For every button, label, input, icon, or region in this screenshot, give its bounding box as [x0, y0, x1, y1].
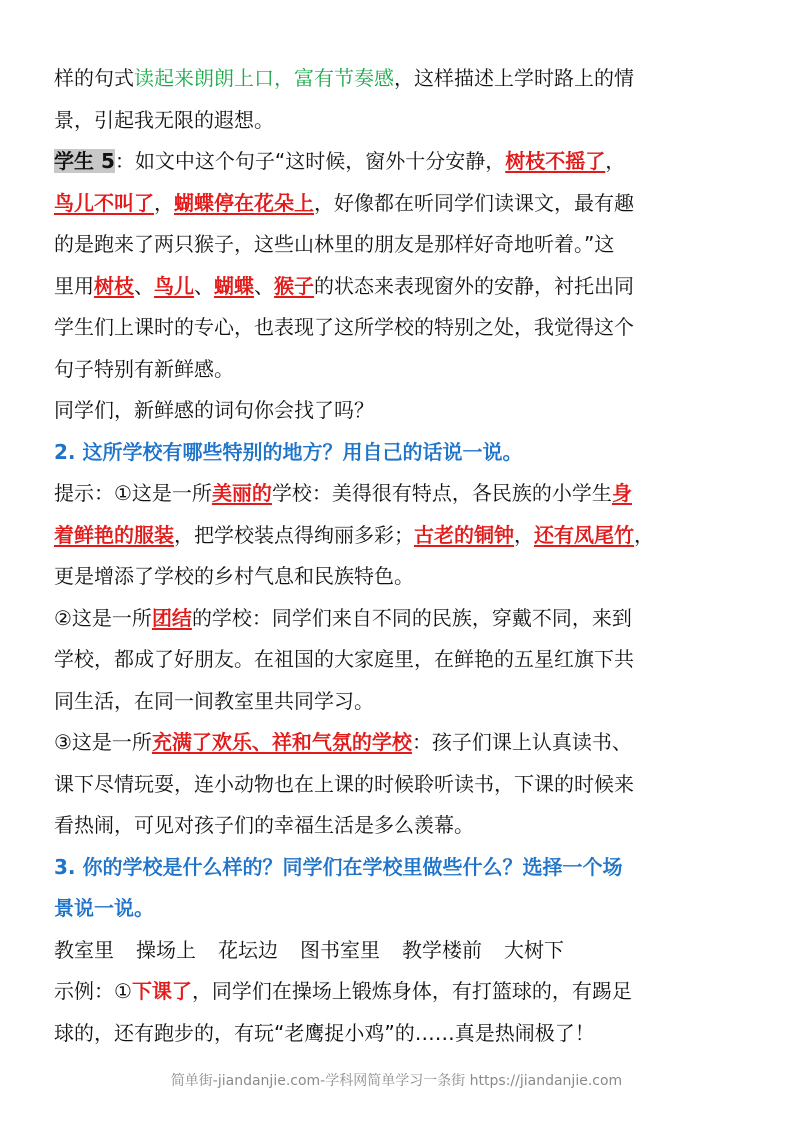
scene-option: 图书室里: [300, 937, 380, 962]
scene-option: 教室里: [54, 937, 114, 962]
key-phrase: 蝴蝶停在花朵上: [174, 190, 314, 215]
question-heading: 景说一说。: [54, 896, 154, 920]
scene-option: 花坛边: [218, 937, 278, 962]
text-line: [54, 183, 744, 225]
text: ：孩子们课上认真读书、: [411, 730, 632, 754]
key-word: 树枝: [94, 273, 134, 298]
scene-options: [54, 930, 744, 972]
key-phrase: 还有凤尾竹: [534, 522, 634, 547]
text: ③这是一所: [54, 730, 152, 754]
text-line: 更是增添了学校的乡村气息和民族特色。: [54, 564, 414, 588]
text-line: 同生活，在同一间教室里共同学习。: [54, 688, 374, 713]
text: ，同学们在操场上锻炼身体，有打篮球的，有踢足: [191, 979, 632, 1003]
text-line: 学生们上课时的专心，也表现了这所学校的特别之处，我觉得这个: [54, 315, 634, 339]
text: ，: [605, 149, 626, 173]
text-line: 景，引起我无限的遐想。: [54, 107, 274, 132]
text: 的状态来表现窗外的安静，衬托出同: [314, 273, 634, 298]
scene-option: 操场上: [136, 937, 196, 962]
text: ②这是一所: [54, 605, 152, 630]
document-body: [54, 58, 744, 1054]
scene-option: 教学楼前: [402, 937, 482, 962]
text: 、: [134, 273, 154, 298]
text-line: 课下尽情玩耍，连小动物也在上课的时候聆听读书，下课的时候来: [54, 771, 634, 796]
question-heading: 2. 这所学校有哪些特别的地方？用自己的话说一说。: [54, 439, 523, 464]
student-label: 学生 5: [54, 149, 115, 173]
key-phrase: 身: [611, 481, 632, 505]
text: ，把学校装点得绚丽多彩；: [174, 522, 414, 547]
key-phrase: 下课了: [131, 979, 192, 1003]
text-line: 学校，都成了好朋友。在祖国的大家庭里，在鲜艳的五星红旗下共: [54, 647, 634, 671]
key-phrase: 充满了欢乐、祥和气氛的学校: [151, 730, 412, 754]
text-line: [54, 515, 744, 557]
text: 样的句式: [54, 66, 134, 90]
text-line: 同学们，新鲜感的词句你会找了吗？: [54, 398, 374, 422]
key-phrase: 团结: [151, 605, 192, 630]
key-word: 猴子: [274, 273, 314, 298]
text: ，这样描述上学时路上的情: [394, 66, 634, 90]
text-line: [54, 58, 744, 100]
text: ，: [634, 522, 654, 547]
text: ，好像都在听同学们读课文，最有趣: [314, 190, 634, 215]
text: ，: [514, 522, 534, 547]
key-phrase: 树枝不摇了: [505, 149, 606, 173]
key-phrase: 美丽的: [211, 481, 272, 505]
text: 示例：①: [54, 979, 132, 1003]
key-phrase: 着鲜艳的服装: [54, 522, 174, 547]
green-highlight-text: 读起来朗朗上口，富有节奏感: [134, 66, 394, 90]
text-line: [54, 598, 744, 640]
text-line: [54, 266, 744, 308]
text-line: 看热闹，可见对孩子们的幸福生活是多么羡幕。: [54, 813, 474, 837]
key-word: 蝴蝶: [214, 273, 254, 298]
text-line: 句子特别有新鲜感。: [54, 356, 234, 381]
key-phrase: 鸟儿不叫了: [54, 190, 154, 215]
text: 的学校：同学们来自不同的民族，穿戴不同，来到: [191, 605, 632, 630]
scene-option: 大树下: [504, 937, 564, 962]
text: 学校：美得很有特点，各民族的小学生: [271, 481, 612, 505]
text: 、: [194, 273, 214, 298]
key-phrase: 古老的铜钟: [414, 522, 514, 547]
key-word: 鸟儿: [154, 273, 194, 298]
text: 里用: [54, 273, 94, 298]
text-line: [54, 722, 744, 764]
text-line: [54, 971, 744, 1013]
text-line: 的是跑来了两只猴子，这些山林里的朋友是那样好奇地听着。”这: [54, 232, 615, 256]
footer-watermark: 简单街-jiandanjie.com-学科网简单学习一条街 https://jiandanjie.com: [170, 1073, 623, 1089]
text: 、: [254, 273, 274, 298]
text-line: [54, 141, 744, 183]
text: ：如文中这个句子“这时候，窗外十分安静，: [114, 149, 506, 173]
text-line: [54, 473, 744, 515]
text: 提示：①这是一所: [54, 481, 212, 505]
text-line: 球的，还有跑步的，有玩“老鹰捉小鸡”的……真是热闹极了！: [54, 1020, 595, 1045]
question-heading: 3. 你的学校是什么样的？同学们在学校里做些什么？选择一个场: [54, 854, 623, 879]
text: ，: [154, 190, 174, 215]
